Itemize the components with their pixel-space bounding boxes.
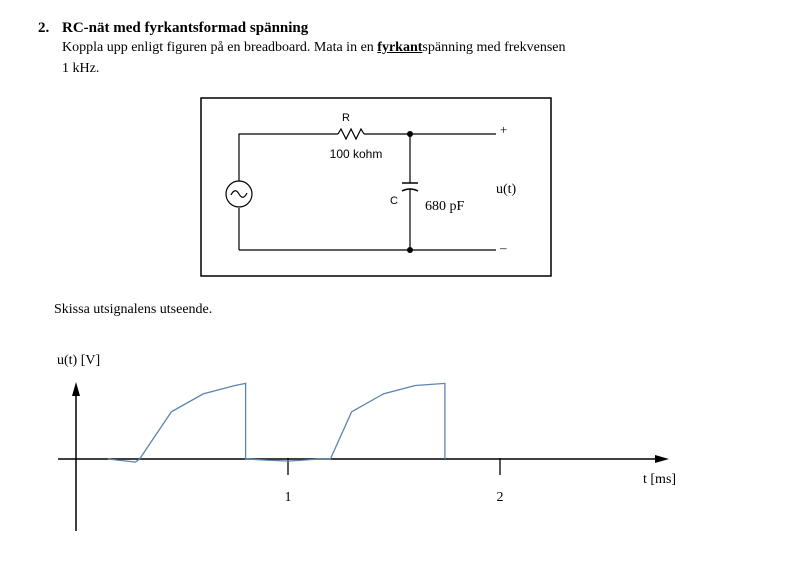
instruction-line-2: 1 kHz. (62, 61, 100, 76)
x-axis-label: t [ms] (643, 472, 677, 487)
capacitor-name-label: C (390, 195, 398, 207)
instruction-keyword: fyrkant (377, 40, 423, 55)
resistor-value-label: 100 kohm (329, 147, 383, 161)
output-voltage-label: u(t) (496, 182, 517, 197)
capacitor-value-label: 680 pF (425, 199, 465, 214)
x-tick-label: 1 (284, 490, 292, 505)
x-tick-label: 2 (496, 490, 504, 505)
problem-number: 2. (38, 20, 50, 36)
task-text: Skissa utsignalens utseende. (54, 302, 213, 317)
instruction-text-a: Koppla upp enligt figuren på en breadboard. Mata in en (62, 40, 378, 55)
x-ticks (285, 458, 504, 505)
problem-heading: RC-nät med fyrkantsformad spänning (62, 20, 309, 36)
x-axis-arrow (655, 455, 669, 463)
y-axis-arrow (72, 382, 80, 396)
output-minus-label: – (500, 240, 507, 255)
output-plus-label: + (500, 122, 508, 137)
resistor-name-label: R (342, 112, 350, 124)
signal-series-line (108, 383, 445, 462)
y-axis-label: u(t) [V] (57, 353, 101, 368)
instruction-text-b: spänning med frekvensen (422, 40, 566, 55)
